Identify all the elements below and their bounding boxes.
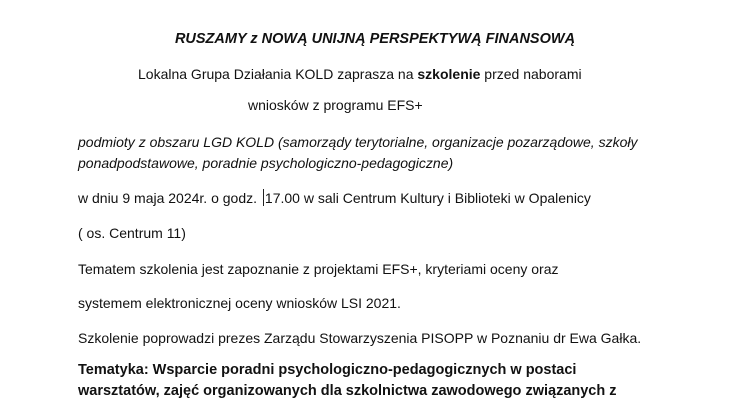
topic-line-2: systemem elektronicznej oceny wniosków LSI 2021.: [78, 295, 401, 311]
theme-line-1: Tematyka: Wsparcie poradni psychologiczno-pedagogicznych w postaci: [78, 362, 577, 378]
participants-line-1: podmioty z obszaru LGD KOLD (samorządy terytorialne, organizacje pozarządowe, szkoły: [78, 134, 638, 150]
training-keyword: szkolenie: [417, 66, 481, 82]
date-line: [78, 189, 591, 207]
invitation-line: [138, 65, 582, 83]
lecturer-line: Szkolenie poprowadzi prezes Zarządu Stowarzyszenia PISOPP w Poznaniu dr Ewa Gałka.: [78, 330, 642, 346]
venue-text: 17.00 w sali Centrum Kultury i Biblioteki w Opalenicy: [264, 190, 591, 206]
date-text: w dniu 9 maja 2024r. o godz.: [78, 190, 261, 206]
text-cursor: [263, 189, 264, 206]
address-line: ( os. Centrum 11): [78, 225, 186, 241]
invitation-text-end: przed naborami: [480, 66, 582, 82]
document-title: RUSZAMY z NOWĄ UNIJNĄ PERSPEKTYWĄ FINANSOWĄ: [174, 31, 576, 47]
theme-line-2: warsztatów, zajęć organizowanych dla szkolnictwa zawodowego związanych z: [78, 383, 617, 399]
invitation-line-2: wniosków z programu EFS+: [248, 97, 423, 113]
participants-line-2: ponadpodstawowe, poradnie psychologiczno-pedagogiczne): [78, 155, 454, 171]
topic-line-1: Tematem szkolenia jest zapoznanie z projektami EFS+, kryteriami oceny oraz: [78, 261, 559, 277]
invitation-text: Lokalna Grupa Działania KOLD zaprasza na: [138, 66, 418, 82]
